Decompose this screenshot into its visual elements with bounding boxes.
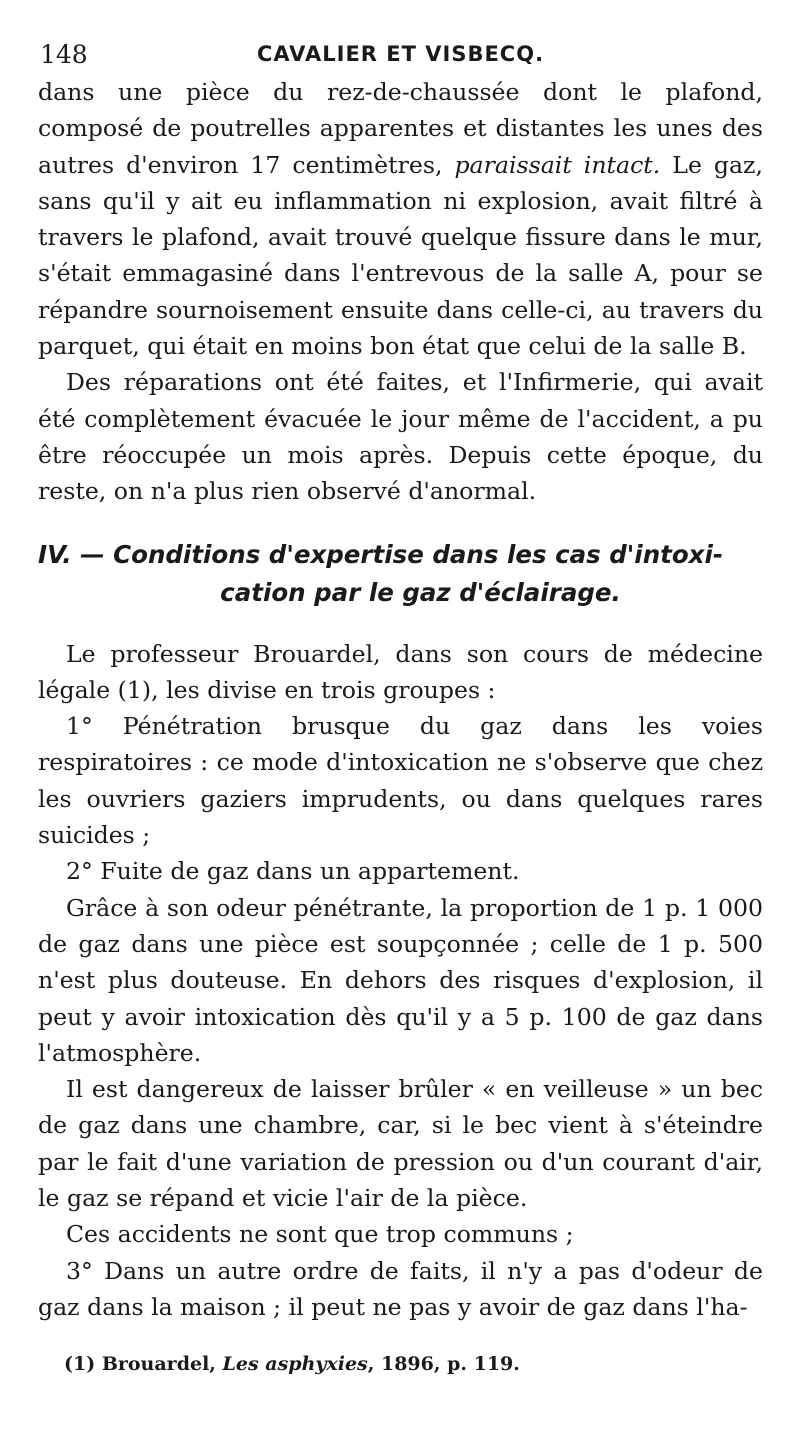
paragraph: 2° Fuite de gaz dans un appartement. — [66, 857, 520, 886]
section-heading — [38, 536, 763, 612]
paragraph: Il est dangereux de laisser brûler « en veilleuse » un bec de gaz dans une chambre, car, si le bec vient à s'éteindre par le fait d'une variation de pression ou d'un courant d'air, le gaz se répand et vicie l'air de la pièce. — [38, 1075, 763, 1213]
section-heading-line: cation par le gaz d'éclairage. — [220, 577, 621, 607]
paragraph: 3° Dans un autre ordre de faits, il n'y a pas d'odeur de gaz dans la maison ; il peut ne pas y avoir de gaz dans l'ha- — [38, 1256, 763, 1321]
italic-text: Les asphyxies — [222, 1353, 368, 1376]
paragraph: 1° Pénétration brusque du gaz dans les voies respiratoires : ce mode d'intoxication ne s'observe que chez les ouvriers gaziers imprudents, ou dans quelques rares suicides ; — [38, 712, 763, 850]
section-heading-line: IV. — Conditions d'expertise dans les cas d'intoxi- — [38, 539, 724, 569]
page-number: 148 — [40, 40, 88, 69]
italic-text: paraissait intact. — [454, 150, 661, 179]
paragraph: Ces accidents ne sont que trop communs ; — [66, 1220, 574, 1249]
running-head: CAVALIER ET VISBECQ. — [256, 42, 545, 66]
book-page — [38, 30, 763, 1425]
footnote — [38, 1351, 763, 1377]
text-run: , 1896, p. 119. — [367, 1353, 520, 1376]
paragraph: Grâce à son odeur pénétrante, la proportion de 1 p. 1 000 de gaz dans une pièce est soupçonnée ; celle de 1 p. 500 n'est plus douteuse. En dehors des risques d'explosion, il peut y avoir intoxication dès qu'il y a 5 p. 100 de gaz dans l'atmosphère. — [38, 893, 763, 1067]
paragraph: Le professeur Brouardel, dans son cours de médecine légale (1), les divise en trois groupes : — [38, 639, 763, 704]
text-run: (1) Brouardel, — [64, 1353, 223, 1376]
paragraph — [38, 74, 763, 364]
paragraph: Des réparations ont été faites, et l'Infirmerie, qui avait été complètement évacuée le jour même de l'accident, a pu être réoccupée un mois après. Depuis cette époque, du reste, on n'a plus rien observé d'anormal. — [38, 368, 763, 506]
text-run: dans une pièce du rez-de-chaussée dont le plafond, composé de poutrelles apparentes et distantes les unes des autres d'environ 17 centimètres, — [38, 78, 763, 179]
body-text — [38, 74, 763, 1325]
page-header — [38, 30, 763, 74]
text-run: Le gaz, sans qu'il y ait eu inflammation ni explosion, avait filtré à travers le plafond, avait trouvé quelque fissure dans le mur, s'était emmagasiné dans l'entrevous de la salle A, pour se répandre sournoisement ensuite dans celle-ci, au travers du parquet, qui était en moins bon état que celui de la salle B. — [38, 150, 763, 361]
